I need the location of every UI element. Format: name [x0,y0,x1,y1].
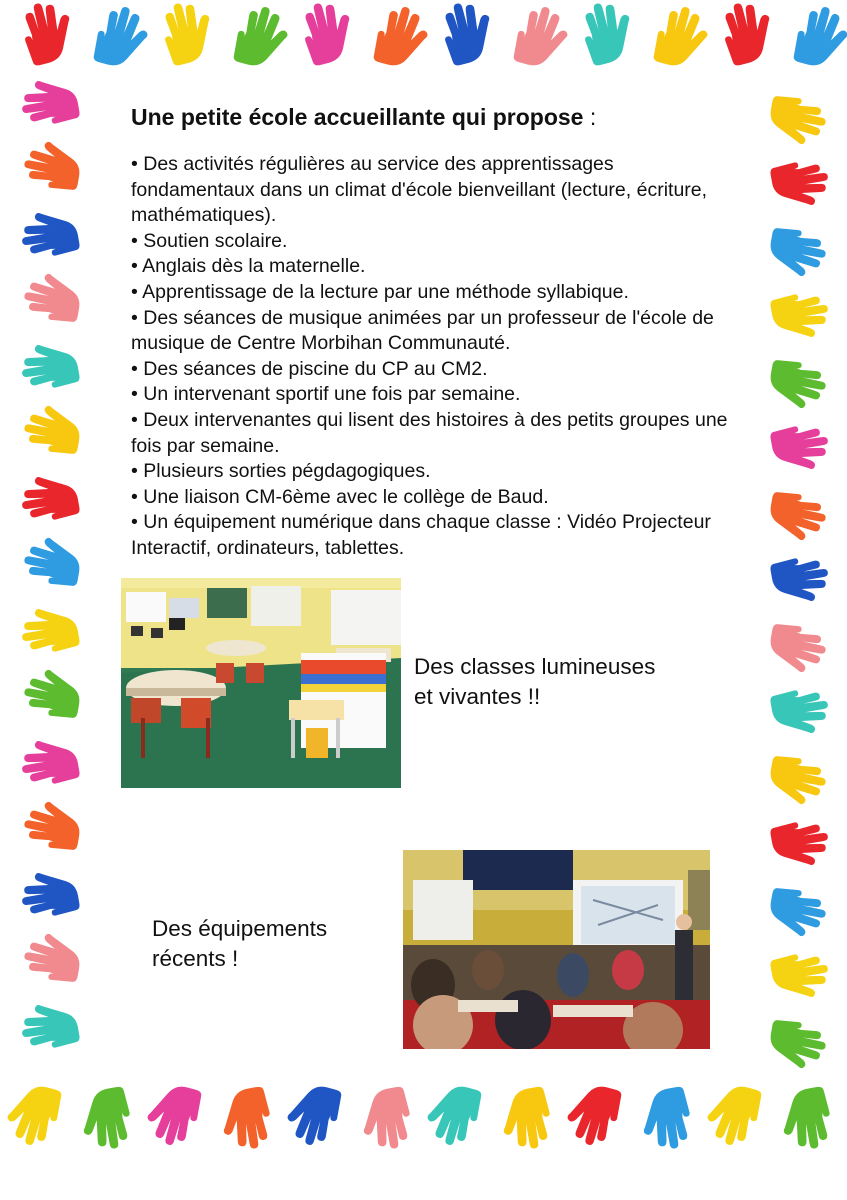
classroom-caption-line2: et vivantes !! [414,684,541,709]
list-item: • Un équipement numérique dans chaque classe : Vidéo Projecteur Interactif, ordinateurs, tablettes. [131,511,711,559]
list-item: • Des séances de piscine du CP au CM2. [131,357,488,380]
list-item: • Anglais dès la maternelle. [131,255,366,278]
list-item: • Une liaison CM-6ème avec le collège de Baud. [131,485,549,508]
list-item: • Deux intervenantes qui lisent des histoires à des petits groupes une fois par semaine. [131,408,728,457]
classroom-photo [121,578,401,788]
hand-print-icon [18,994,98,1074]
page-title [131,100,731,134]
list-item: • Un intervenant sportif une fois par semaine. [131,383,521,406]
hand-print-icon [752,994,832,1074]
title-colon: : [583,104,597,130]
title-text: Une petite école accueillante qui propose [131,104,584,130]
equipment-caption-line2: récents ! [152,946,239,971]
list-item: • Des séances de musique animées par un professeur de l'école de musique de Centre Morbihan Communauté. [131,306,714,355]
feature-list [131,152,731,562]
main-text-block [131,100,731,562]
hand-print-icon [772,1067,847,1153]
list-item: • Plusieurs sorties pégdagogiques. [131,460,431,483]
list-item: • Soutien scolaire. [131,229,288,252]
equipment-caption-line1: Des équipements [152,916,328,941]
list-item: • Apprentissage de la lecture par une méthode syllabique. [131,280,629,303]
list-item: • Des activités régulières au service des apprentissages fondamentaux dans un climat d'école bienveillant (lecture, écriture, mathématiques). [131,153,708,227]
classroom-caption [414,652,655,712]
equipment-caption [152,914,327,974]
equipment-photo [403,850,710,1049]
classroom-caption-line1: Des classes lumineuses [414,654,656,679]
